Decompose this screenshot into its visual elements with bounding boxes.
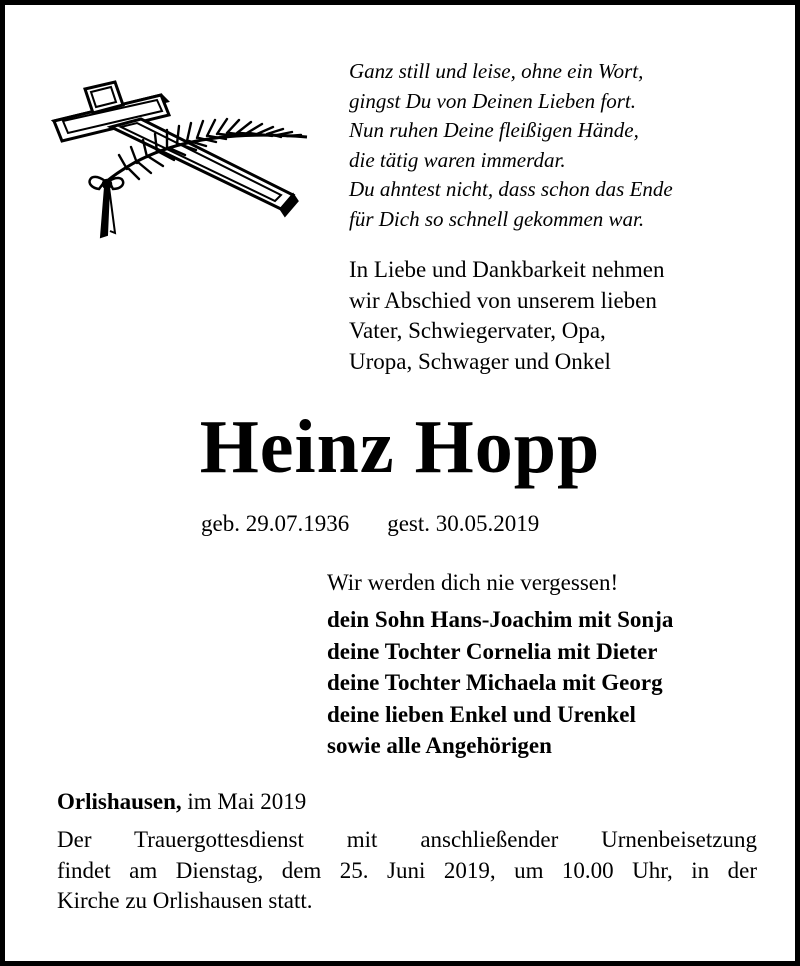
deceased-name: Heinz Hopp bbox=[199, 405, 601, 489]
service-line: findet am Dienstag, dem 25. Juni 2019, um 10.00 Uhr, in der bbox=[57, 857, 757, 883]
poem-line: Du ahntest nicht, dass schon das Ende bbox=[349, 177, 673, 201]
service-line: Der Trauergottesdienst mit anschließender Urnenbeisetzung bbox=[57, 827, 757, 852]
cross-with-palm-branch-icon bbox=[49, 77, 311, 243]
death-date: gest. 30.05.2019 bbox=[387, 511, 540, 536]
birth-date: geb. 29.07.1936 bbox=[201, 511, 350, 536]
mourner-line: sowie alle Angehörigen bbox=[327, 733, 552, 758]
intro-text bbox=[349, 255, 665, 377]
service-notice bbox=[57, 825, 757, 917]
poem-line: für Dich so schnell gekommen war. bbox=[349, 206, 645, 231]
poem-line: die tätig waren immerdar. bbox=[349, 147, 566, 172]
mourner-line: dein Sohn Hans-Joachim mit Sonja bbox=[327, 607, 674, 632]
intro-line: wir Abschied von unserem lieben bbox=[349, 287, 657, 313]
intro-line: In Liebe und Dankbarkeit nehmen bbox=[349, 257, 665, 282]
poem bbox=[349, 57, 673, 234]
life-dates bbox=[201, 509, 539, 539]
farewell-line: Wir werden dich nie vergessen! bbox=[327, 570, 619, 595]
mourners-list bbox=[327, 604, 673, 762]
poem-line: Ganz still und leise, ohne ein Wort, bbox=[349, 59, 644, 83]
place-and-date bbox=[57, 787, 306, 817]
poem-line: Nun ruhen Deine fleißigen Hände, bbox=[349, 118, 639, 142]
place-date: im Mai 2019 bbox=[187, 789, 307, 814]
mourner-line: deine lieben Enkel und Urenkel bbox=[327, 701, 636, 727]
poem-line: gingst Du von Deinen Lieben fort. bbox=[349, 88, 636, 113]
service-line: Kirche zu Orlishausen statt. bbox=[57, 888, 313, 913]
mourner-line: deine Tochter Cornelia mit Dieter bbox=[327, 638, 658, 664]
place-town: Orlishausen, bbox=[57, 789, 182, 814]
intro-line: Vater, Schwiegervater, Opa, bbox=[349, 318, 606, 343]
mourner-line: deine Tochter Michaela mit Georg bbox=[327, 670, 663, 695]
intro-line: Uropa, Schwager und Onkel bbox=[349, 348, 611, 374]
